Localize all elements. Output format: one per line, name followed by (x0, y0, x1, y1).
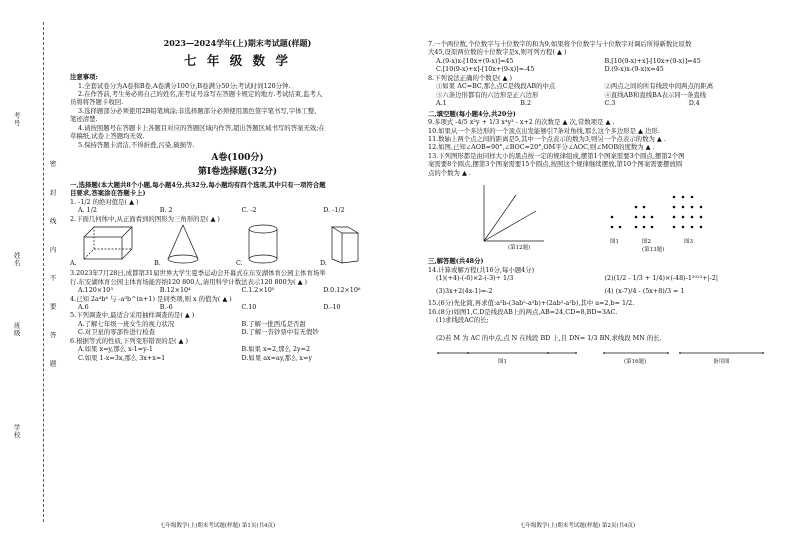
pattern-dot (635, 216, 638, 219)
section-a-title: A卷(100分) (211, 153, 264, 164)
note-line: 员将将答题卡收回. (70, 98, 124, 107)
exam-no-label: 考号 (12, 112, 21, 127)
option: D.4 (688, 99, 700, 108)
question-13: 13.下列图形都是由同样大小的黑点按一定的规律组成,摆第1个图案需要3个圆点,摆第2个图 (428, 151, 685, 160)
pattern-dot (619, 226, 622, 229)
part1-title: 第Ⅰ卷选择题(32分) (197, 167, 278, 177)
option: A.如果 x=y,那么 x-1=y-1 (78, 345, 153, 354)
question-3-cont: 行.东安湖体育公园主体育场能容纳120 800人,请用科学计数法表示120 800为( ▲ ) (70, 277, 308, 286)
cut-line (43, 22, 44, 522)
option: C.[10(9-x)+x]-[10x+(9-x)]=-45 (436, 65, 535, 74)
pattern-dot (691, 226, 694, 229)
figures-12-13 (428, 177, 773, 257)
q6-options-row1 (70, 345, 405, 353)
question-13-cont: 点的个数为 ▲ . (428, 168, 471, 177)
notes-title: 注意事项: (70, 73, 98, 82)
note-line: 4.请按照题号在答题卡上各题目对应的答题区域内作答,超出答题区域书写的答案无效;在 (78, 123, 325, 132)
option: C.对卫星的零部件进行检查 (78, 328, 155, 337)
question-5: 5.下列调查中,最适合采用抽样调查的是( ▲ ) (70, 311, 195, 320)
statement: ②两点之间的所有线段中间两点的距离 (604, 82, 714, 91)
fig13-caption: (第13题) (642, 247, 665, 254)
pattern-dot (691, 206, 694, 209)
sub-question: (1)(+4)-(-6)×2-(-3)÷ 1/3 (436, 274, 514, 283)
fig16 (428, 343, 773, 373)
option: B. 2 (159, 206, 173, 215)
q7-options-row2 (428, 65, 773, 73)
pattern-dot (611, 216, 614, 219)
option: C.如果 1-x=3x,那么 3x+x=1 (78, 353, 166, 362)
pattern-dot (700, 216, 703, 219)
binding-strip (0, 0, 62, 539)
question-2: 2.下面几何体中,从正面看到的图形为三角形的是( ▲ ) (70, 214, 220, 223)
cylinder-figure (249, 225, 277, 263)
option: A.1 (436, 99, 447, 108)
pattern-dot (682, 216, 685, 219)
part1-heading-2: 目要求,答案涂在答题卡上) (70, 189, 146, 198)
q7-options-row1 (428, 57, 773, 65)
fig13-label-2: 图2 (642, 239, 651, 246)
fig16-label-2: (第16题) (624, 358, 647, 365)
q14-row1 (428, 274, 773, 282)
q5-options-row2 (70, 328, 405, 336)
question-16-1: (1)求线段AC的长; (436, 315, 489, 324)
question-1: 1. -1/2 的绝对值是( ▲ ) (70, 197, 139, 206)
subject-title: 七 年 级 数 学 (184, 52, 291, 68)
cuboid-figure (84, 227, 132, 259)
footer-right: 七年级数学(上)期末考试题(样题) 第2页(共4页) (520, 523, 636, 529)
note-line: 草稿纸,试卷上答题均无效. (70, 132, 145, 141)
option: A.120×10³ (78, 286, 113, 295)
question-16: 16.(8分)如图1,C,D是线段AB上的两点,AB=24,CD=8,BD=3AC. (428, 307, 618, 316)
prism-figure (332, 227, 358, 263)
pattern-dot (643, 226, 646, 229)
pattern-dot (643, 216, 646, 219)
option: B.[10(9-x)+x]-[10x+(9-x)]=45 (604, 56, 701, 65)
cone-figure (168, 225, 198, 263)
segment-figures (428, 343, 773, 373)
sub-question: (3)3x+2(4x-1)=-2 (436, 286, 493, 295)
statement: ④直线AB和直线BA表示同一条直线 (604, 90, 707, 99)
option: A. 1/2 (78, 206, 97, 215)
option: C.3 (604, 99, 616, 108)
question-16-2: (2)若 M 为 AC 的中点,点 N 在线段 BD 上,且 DN= 1/3 BN,求线段 MN 的长. (436, 334, 662, 343)
question-9: 9.多项式 -4/5 x²y + 1/3 x⁴y³ - x+2 的次数是 ▲ 次,常数项是 ▲ . (428, 118, 615, 127)
question-15: 15.(6分)先化简,再求值:a²b-(3ab²-a²b)+(2ab²-a²b),其中 a=2,b= 1/2. (428, 299, 635, 308)
sub-question: (4) (x-7)/4 - (5x+8)/3 = 1 (604, 286, 685, 295)
question-10: 10.如果从一个多边形的一个顶点出发能够引7条对角线,那么这个多边形是 ▲ 边形. (428, 126, 660, 135)
left-column (70, 38, 405, 362)
option: D.(9-x)x-(9-x)x=45 (604, 65, 664, 74)
pattern-dot (673, 196, 676, 199)
note-line: 5.保持答题卡清洁,不得折叠,污染,破损等. (78, 140, 195, 149)
pattern-dot (651, 216, 654, 219)
pattern-dot (682, 206, 685, 209)
note-line: 3.选择题部分必须使用2B铅笔填涂;非选择题部分必须使用黑色签字笔书写,字体工整, (78, 106, 317, 115)
question-12: 12.如图,已知∠AOB=90°,∠BOC=20°,OM平分∠AOC,则∠MOB的度数为 ▲ . (428, 143, 655, 152)
q6-options-row2 (70, 354, 405, 362)
q8-items-row2 (428, 91, 773, 99)
option: A.6 (78, 302, 89, 311)
pattern-dot (673, 216, 676, 219)
fig12-caption: (第12题) (508, 245, 531, 252)
question-11: 11.数轴上两个点之间的距离是5,其中一个点表示的数为3,则另一个点表示的数为 ▲ . (428, 134, 666, 143)
pattern-dot (682, 196, 685, 199)
dot-patterns (611, 196, 703, 229)
option: B.12×10⁴ (159, 286, 191, 295)
question-4: 4.已知 2a⁴b⁶ 与 -a³b^(n+1) 是同类项,则 x 的值为( ▲ ) (70, 294, 232, 303)
option: C. -2 (241, 206, 257, 215)
statement: ①如果 AC=BC,那么点C是线段AB的中点 (436, 82, 556, 91)
class-label: 班级 (12, 322, 21, 337)
question-7: 7.一个两位数,个位数字与十位数字的和为9,如果将个位数字与十位数字对调后所得新数比原数 (428, 40, 692, 48)
fig16-label-3: 备用图 (713, 358, 730, 365)
exam-title: 2023—2024学年(上)期末考试题(样题) (163, 38, 312, 48)
question-7-cont: 大45,设原两位数的十位数字是x,则可列方程( ▲ ) (428, 48, 567, 57)
note-line: 笔迹清楚. (70, 115, 98, 124)
q3-options (70, 286, 405, 294)
question-14: 14.计算或解方程(共16分,每小题4分) (428, 265, 535, 274)
q8-options (428, 99, 773, 107)
pattern-dot (673, 206, 676, 209)
question-6: 6.根据等式的性质,下列变形错误的是( ▲ ) (70, 336, 188, 345)
question-8: 8.下列说法正确的个数是( ▲ ) (428, 73, 512, 82)
option: D.-10 (323, 302, 341, 311)
question-3: 3.2023年7月28日,成都第31届世界大学生夏季运动会开幕式在东安湖体育公园主体育场举 (70, 269, 326, 278)
right-column (428, 40, 773, 373)
pattern-dot (691, 216, 694, 219)
fig13-label-1: 图1 (610, 239, 619, 246)
pattern-dot (643, 206, 646, 209)
seal-text: 密 封 线 内 不 要 答 题 (48, 160, 57, 377)
option: B.-6 (159, 302, 173, 311)
option: B.2 (520, 99, 532, 108)
q8-items-row1 (428, 82, 773, 90)
part1-heading: 一,选择题(本大题共8个小题,每小题4分,共32分,每小题均有四个选项,其中只有一项符合题 (70, 180, 326, 189)
note-line: 2.在作答前,考生务必将自己的姓名,准考证号涂写在答题卡规定的地方.考试结束,监考人 (78, 89, 323, 98)
pattern-dot (682, 226, 685, 229)
option: D. (320, 259, 327, 268)
option: B.如果 x=2,那么 2y=2 (241, 345, 311, 354)
pattern-dot (691, 196, 694, 199)
pattern-dot (635, 226, 638, 229)
option: D.0.12×10⁶ (323, 286, 361, 295)
pattern-dot (651, 226, 654, 229)
option: C.10 (241, 302, 257, 311)
option: A.了解七年级一班女生的视力状况 (78, 319, 175, 328)
fig16-label-1: 图1 (498, 358, 507, 365)
sub-question: (2)(1/2 - 1/3 + 1/4)×(-48)-1²⁰²³+|-2| (604, 274, 719, 283)
option: A. (70, 259, 77, 268)
pattern-dot (673, 226, 676, 229)
q2-figures (70, 223, 405, 269)
q14-row2 (428, 287, 773, 295)
option: D.如果 ax=ay,那么 x=y (241, 353, 312, 362)
name-label: 姓名 (12, 252, 21, 267)
part2-heading: 二,填空题(每小题4分,共20分) (428, 109, 516, 118)
note-line: 1.全套试卷分为A卷和B卷,A卷满分100分,B卷满分50分;考试时间120分钟. (78, 81, 291, 90)
q1-options (70, 206, 405, 214)
angle-and-dots-figures (428, 177, 773, 257)
pattern-dot (700, 226, 703, 229)
fig13-label-3: 图3 (684, 239, 693, 246)
part3-heading: 三,解答题(共48分) (428, 257, 484, 266)
angle-figure (484, 185, 544, 241)
footer-left: 七年级数学(上)期末考试题(样题) 第1页(共4页) (160, 523, 276, 529)
option: C. (236, 259, 243, 268)
option: B. (154, 259, 161, 268)
pattern-dot (635, 206, 638, 209)
option: D. -1/2 (323, 206, 345, 215)
pattern-dot (611, 226, 614, 229)
option: D.了解一沓钞票中有无假钞 (241, 328, 319, 337)
option: A.(9-x)x-[10x+(9-x)]=45 (436, 56, 514, 65)
option: C.1.2×10⁵ (241, 286, 275, 295)
option: B.了解一批西瓜是否甜 (241, 319, 306, 328)
statement: ③六条边形都有的六边形是正六边形 (436, 90, 539, 99)
school-label: 学校 (12, 424, 21, 439)
pattern-dot (700, 206, 703, 209)
question-13-cont: 案需要8个圆点,摆第3个图案需要15个圆点,按照这个规律继续摆放,第10个图案需要摆放圆 (428, 160, 683, 169)
